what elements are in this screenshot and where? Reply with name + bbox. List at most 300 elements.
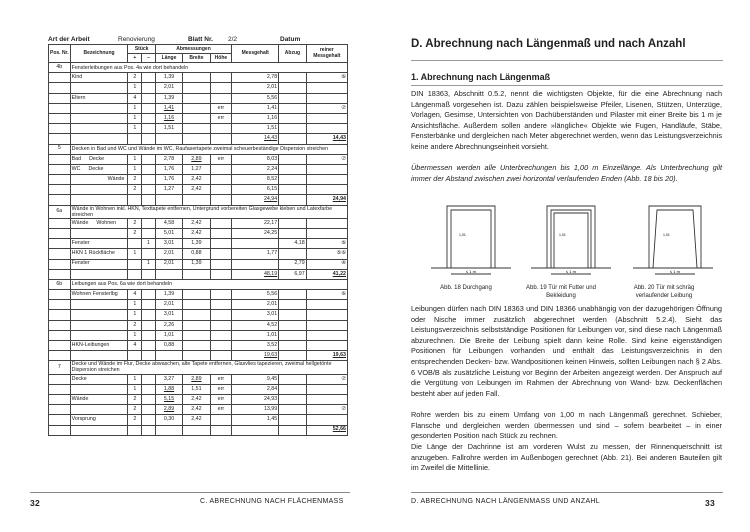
- cell-reiner-messgehalt: [306, 93, 347, 103]
- calculation-table: [48, 44, 348, 436]
- cell-pos: [49, 405, 71, 415]
- cell-laenge: 1,41: [155, 103, 182, 113]
- cell-hoehe: [210, 73, 232, 83]
- cell-minus: [142, 300, 156, 310]
- cell-hoehe: [210, 185, 232, 195]
- cell-minus: [142, 124, 156, 134]
- col-stueck: Stück: [128, 45, 155, 54]
- cell-breite: 2,42: [183, 415, 210, 425]
- cell-laenge: 1,16: [155, 113, 182, 123]
- cell-bez-main: Fenster: [71, 240, 90, 247]
- cell-description: Decken in Bad und WC und Wände im WC, Raufasertapete zweimal scheuerbeständige Dispersion streichen: [70, 144, 347, 154]
- cell-messgehalt: 2,24: [232, 164, 279, 174]
- cell-messgehalt: 3,01: [232, 310, 279, 320]
- cell-plus: 4: [128, 93, 142, 103]
- cell-reiner-messgehalt: [306, 113, 347, 123]
- cell-laenge: 3,27: [155, 374, 182, 384]
- footer-rule-right: [411, 492, 723, 493]
- cell-abzug: [279, 175, 306, 185]
- cell-pos: [49, 239, 71, 249]
- cell-breite: 2,89: [183, 374, 210, 384]
- cell-abzug: 6,97: [279, 269, 306, 279]
- figure-19-drawing: [531, 206, 611, 274]
- cell-pos: [49, 351, 71, 361]
- cell-reiner-messgehalt: ⑦: [306, 405, 347, 415]
- col-rein: reiner Messgehalt: [306, 45, 347, 63]
- cell-minus: [142, 310, 156, 320]
- col-plus: +: [128, 54, 142, 63]
- cell-hoehe: [210, 124, 232, 134]
- cell-messgehalt: 2,01: [232, 83, 279, 93]
- cell-description: Fensterleibungen aus Pos. 4a wie dort behandeln: [70, 63, 347, 73]
- cell-hoehe: [210, 164, 232, 174]
- cell-minus: 1: [142, 239, 156, 249]
- section-title: D. Abrechnung nach Längenmaß und nach Anzahl: [411, 38, 686, 50]
- cell-minus: [142, 154, 156, 164]
- cell-pos: 7: [49, 361, 71, 374]
- table-row: [49, 195, 348, 205]
- cell-hoehe: [210, 415, 232, 425]
- cell-minus: [142, 228, 156, 238]
- cell-breite: [183, 300, 210, 310]
- datum-label: Datum: [280, 36, 301, 43]
- cell-pos: [49, 425, 71, 435]
- cell-minus: [142, 195, 156, 205]
- cell-breite: [183, 124, 210, 134]
- cell-plus: 1: [128, 374, 142, 384]
- cell-abzug: [279, 113, 306, 123]
- cell-bezeichnung: [70, 134, 128, 144]
- cell-abzug: [279, 425, 306, 435]
- cell-pos: [49, 103, 71, 113]
- cell-messgehalt: 2,84: [232, 384, 279, 394]
- cell-reiner-messgehalt: [306, 310, 347, 320]
- cell-bez-sub: Wohnen: [96, 219, 117, 226]
- cell-minus: [142, 83, 156, 93]
- cell-laenge: [155, 351, 182, 361]
- table-row: [49, 361, 348, 374]
- title-rule: [411, 60, 723, 61]
- cell-minus: [142, 103, 156, 113]
- cell-reiner-messgehalt: ④: [306, 259, 347, 269]
- cell-bezeichnung: [70, 415, 128, 425]
- cell-bez-sub: Wände: [107, 176, 125, 182]
- cell-minus: [142, 93, 156, 103]
- cell-hoehe: [210, 195, 232, 205]
- cell-plus: [128, 134, 142, 144]
- cell-pos: [49, 320, 71, 330]
- cell-abzug: [279, 134, 306, 144]
- cell-plus: 4: [128, 290, 142, 300]
- cell-breite: 1,39: [183, 259, 210, 269]
- cell-pos: [49, 124, 71, 134]
- cell-bezeichnung: [70, 425, 128, 435]
- cell-abzug: [279, 103, 306, 113]
- figure-20-drawing: [633, 206, 713, 274]
- cell-breite: 2,89: [183, 154, 210, 164]
- cell-plus: [128, 351, 142, 361]
- cell-plus: 4: [128, 341, 142, 351]
- table-row: [49, 239, 348, 249]
- cell-breite: 2,42: [183, 228, 210, 238]
- cell-description: Leibungen aus Pos. 6a wie dort behandeln: [70, 279, 347, 289]
- cell-bez-main: Decke: [71, 375, 87, 382]
- cell-laenge: 5,01: [155, 228, 182, 238]
- cell-bezeichnung: [70, 351, 128, 361]
- cell-laenge: 1,76: [155, 175, 182, 185]
- table-row: [49, 113, 348, 123]
- cell-pos: [49, 175, 71, 185]
- table-row: [49, 269, 348, 279]
- cell-breite: [183, 73, 210, 83]
- cell-pos: [49, 218, 71, 228]
- cell-plus: 1: [128, 300, 142, 310]
- fig19-small: 1,01: [559, 233, 566, 237]
- cell-laenge: 1,76: [155, 164, 182, 174]
- cell-reiner-messgehalt: [306, 320, 347, 330]
- cell-pos: [49, 415, 71, 425]
- cell-reiner-messgehalt: [306, 341, 347, 351]
- cell-bez-main: Eltern: [71, 94, 86, 101]
- cell-bezeichnung: [70, 341, 128, 351]
- subsection-title: 1. Abrechnung nach Längenmaß: [411, 72, 551, 82]
- col-minus: –: [142, 54, 156, 63]
- cell-reiner-messgehalt: [306, 124, 347, 134]
- cell-laenge: 2,01: [155, 83, 182, 93]
- cell-messgehalt: 1,51: [232, 124, 279, 134]
- cell-messgehalt: 8,03: [232, 154, 279, 164]
- cell-messgehalt: [232, 239, 279, 249]
- cell-minus: [142, 73, 156, 83]
- cell-pos: [49, 341, 71, 351]
- cell-pos: 6a: [49, 205, 71, 218]
- col-mess: Messgehalt: [232, 45, 279, 63]
- cell-bez-main: WC: [71, 165, 81, 172]
- cell-bezeichnung: [70, 93, 128, 103]
- cell-breite: [183, 134, 210, 144]
- fig18-caption: Abb. 18 Durchgang: [440, 285, 492, 291]
- cell-breite: [183, 320, 210, 330]
- cell-bez-sub: Decke: [88, 165, 104, 172]
- cell-abzug: [279, 73, 306, 83]
- cell-hoehe: [210, 93, 232, 103]
- table-row: [49, 425, 348, 435]
- cell-messgehalt: 24,25: [232, 228, 279, 238]
- table-row: [49, 300, 348, 310]
- cell-breite: [183, 269, 210, 279]
- cell-bezeichnung: [70, 185, 128, 195]
- col-pos: Pos. Nr.: [49, 45, 71, 63]
- table-row: [49, 175, 348, 185]
- cell-hoehe: err: [210, 113, 232, 123]
- cell-abzug: 2,79: [279, 259, 306, 269]
- cell-messgehalt: 6,15: [232, 185, 279, 195]
- cell-laenge: 2,78: [155, 154, 182, 164]
- cell-abzug: [279, 185, 306, 195]
- cell-bezeichnung: [70, 290, 128, 300]
- cell-pos: [49, 384, 71, 394]
- cell-hoehe: [210, 83, 232, 93]
- cell-laenge: 2,26: [155, 320, 182, 330]
- footer-rule: [30, 492, 350, 493]
- cell-bezeichnung: [70, 83, 128, 93]
- cell-plus: 2: [128, 185, 142, 195]
- cell-reiner-messgehalt: [306, 228, 347, 238]
- running-title-right: D. ABRECHNUNG NACH LÄNGENMASS UND ANZAHL: [411, 498, 600, 505]
- cell-reiner-messgehalt: [306, 384, 347, 394]
- cell-messgehalt: 1,41: [232, 103, 279, 113]
- cell-messgehalt: 5,56: [232, 290, 279, 300]
- cell-hoehe: [210, 310, 232, 320]
- cell-bezeichnung: [70, 103, 128, 113]
- cell-minus: [142, 384, 156, 394]
- table-row: [49, 405, 348, 415]
- cell-laenge: 1,39: [155, 73, 182, 83]
- cell-plus: 1: [128, 164, 142, 174]
- cell-reiner-messgehalt: [306, 218, 347, 228]
- cell-breite: [183, 341, 210, 351]
- cell-laenge: 5,15: [155, 394, 182, 404]
- cell-laenge: 2,89: [155, 405, 182, 415]
- cell-laenge: [155, 134, 182, 144]
- cell-breite: 2,42: [183, 185, 210, 195]
- cell-plus: [128, 195, 142, 205]
- table-body: [49, 63, 348, 436]
- cell-laenge: 3,01: [155, 239, 182, 249]
- cell-pos: 4b: [49, 63, 71, 73]
- cell-bezeichnung: [70, 259, 128, 269]
- page-number-left: 32: [30, 498, 41, 508]
- cell-minus: [142, 425, 156, 435]
- cell-breite: [183, 425, 210, 435]
- cell-bezeichnung: [70, 195, 128, 205]
- paragraph-5: Die Länge der Dachrinne ist am vorderen Wulst zu messen, der Rinnenquerschnitt ist anzugeben. Fallrohre werden im Außenbogen gerechnet (Abb. 21). Bei anderen Bauteilen gilt im Zweifel die Mittellinie.: [411, 442, 722, 473]
- cell-minus: [142, 374, 156, 384]
- cell-reiner-messgehalt: ⑦: [306, 374, 347, 384]
- cell-reiner-messgehalt: ⑦: [306, 103, 347, 113]
- cell-reiner-messgehalt: [306, 300, 347, 310]
- cell-laenge: 4,58: [155, 218, 182, 228]
- paragraph-4: Rohre werden bis zu einem Umfang von 1,00 m nach Längenmaß gerechnet. Schieber, Flansche und dergleichen werden übermessen und sind – sofern bearbeitet – in einer gesonderten Position nach Stück zu rechnen.: [411, 410, 722, 441]
- table-row: [49, 154, 348, 164]
- cell-breite: [183, 93, 210, 103]
- cell-plus: 2: [128, 175, 142, 185]
- cell-bezeichnung: [70, 164, 128, 174]
- cell-laenge: 1,39: [155, 290, 182, 300]
- table-row: [49, 164, 348, 174]
- cell-pos: [49, 394, 71, 404]
- cell-reiner-messgehalt: 19,63: [306, 351, 347, 361]
- cell-breite: [183, 103, 210, 113]
- table-row: [49, 63, 348, 73]
- table-row: [49, 279, 348, 289]
- col-bez: Bezeichnung: [70, 45, 128, 63]
- cell-hoehe: err: [210, 394, 232, 404]
- cell-bezeichnung: [70, 249, 128, 259]
- cell-hoehe: err: [210, 103, 232, 113]
- cell-breite: 2,42: [183, 175, 210, 185]
- cell-abzug: [279, 341, 306, 351]
- cell-laenge: 2,01: [155, 259, 182, 269]
- blatt-value: 2/2: [228, 36, 238, 43]
- cell-description: Decke und Wände im Flur, Decke abwaschen, alte Tapete entfernen, Glasvlies tapezieren, zweimal hellgetönte Dispersion streichen: [70, 361, 347, 374]
- cell-abzug: 4,18: [279, 239, 306, 249]
- cell-bezeichnung: [70, 405, 128, 415]
- cell-hoehe: err: [210, 374, 232, 384]
- table-row: [49, 134, 348, 144]
- cell-reiner-messgehalt: 14,43: [306, 134, 347, 144]
- table-row: [49, 384, 348, 394]
- cell-messgehalt: 14,43: [232, 134, 279, 144]
- table-row: [49, 351, 348, 361]
- cell-hoehe: [210, 259, 232, 269]
- cell-hoehe: [210, 134, 232, 144]
- table-row: [49, 228, 348, 238]
- cell-bezeichnung: [70, 239, 128, 249]
- cell-messgehalt: 48,19: [232, 269, 279, 279]
- cell-pos: [49, 374, 71, 384]
- cell-minus: [142, 320, 156, 330]
- table-row: [49, 394, 348, 404]
- cell-messgehalt: 3,52: [232, 341, 279, 351]
- table-row: [49, 218, 348, 228]
- art-label: Art der Arbeit: [48, 36, 90, 43]
- cell-plus: 1: [128, 384, 142, 394]
- cell-breite: 2,42: [183, 405, 210, 415]
- cell-reiner-messgehalt: ⑤⑥: [306, 249, 347, 259]
- col-breite: Breite: [183, 54, 210, 63]
- cell-hoehe: [210, 218, 232, 228]
- cell-plus: 1: [128, 154, 142, 164]
- cell-breite: [183, 290, 210, 300]
- cell-description: Wände in Wohnen inkl. HKN, Texttapete entfernen, Untergrund vorbereiten Glasgewebe kleben und Latexfarbe streichen: [70, 205, 347, 218]
- cell-plus: 1: [128, 124, 142, 134]
- table-row: [49, 73, 348, 83]
- right-page: [375, 0, 750, 532]
- cell-abzug: [279, 394, 306, 404]
- cell-minus: [142, 134, 156, 144]
- blatt-label: Blatt Nr.: [188, 36, 213, 43]
- cell-hoehe: [210, 320, 232, 330]
- cell-minus: [142, 269, 156, 279]
- cell-pos: 6b: [49, 279, 71, 289]
- cell-abzug: [279, 164, 306, 174]
- cell-messgehalt: [232, 425, 279, 435]
- cell-bezeichnung: [70, 384, 128, 394]
- cell-pos: [49, 195, 71, 205]
- cell-abzug: [279, 249, 306, 259]
- cell-bezeichnung: [70, 300, 128, 310]
- cell-plus: 2: [128, 73, 142, 83]
- cell-abzug: [279, 374, 306, 384]
- cell-abzug: [279, 384, 306, 394]
- cell-bezeichnung: [70, 320, 128, 330]
- cell-messgehalt: 8,52: [232, 175, 279, 185]
- cell-bez-main: Bad: [71, 155, 82, 162]
- cell-laenge: 0,88: [155, 341, 182, 351]
- cell-minus: [142, 290, 156, 300]
- cell-breite: 1,39: [183, 239, 210, 249]
- cell-plus: 1: [128, 113, 142, 123]
- cell-plus: 1: [128, 103, 142, 113]
- cell-messgehalt: 1,16: [232, 113, 279, 123]
- table-row: [49, 93, 348, 103]
- cell-plus: 1: [128, 310, 142, 320]
- cell-bez-main: Wohnen Fensterlbg: [71, 291, 118, 298]
- cell-messgehalt: 1,45: [232, 415, 279, 425]
- cell-breite: 1,27: [183, 164, 210, 174]
- cell-plus: 2: [128, 394, 142, 404]
- cell-bezeichnung: [70, 73, 128, 83]
- cell-pos: [49, 269, 71, 279]
- cell-plus: [128, 239, 142, 249]
- cell-hoehe: [210, 300, 232, 310]
- page-number-right: 33: [705, 498, 716, 508]
- cell-laenge: 1,39: [155, 93, 182, 103]
- cell-laenge: 0,30: [155, 415, 182, 425]
- cell-messgehalt: 5,56: [232, 93, 279, 103]
- cell-reiner-messgehalt: ⑦: [306, 154, 347, 164]
- cell-abzug: [279, 330, 306, 340]
- cell-laenge: [155, 195, 182, 205]
- cell-reiner-messgehalt: [306, 175, 347, 185]
- cell-breite: 2,42: [183, 218, 210, 228]
- cell-breite: [183, 310, 210, 320]
- cell-bezeichnung: [70, 154, 128, 164]
- cell-minus: [142, 394, 156, 404]
- cell-messgehalt: 13,99: [232, 405, 279, 415]
- cell-pos: [49, 228, 71, 238]
- fig18-small: 1,01: [459, 233, 466, 237]
- cell-plus: 2: [128, 218, 142, 228]
- fig20-dim: ≤ 1 m: [670, 269, 680, 274]
- cell-laenge: 1,51: [155, 124, 182, 134]
- cell-hoehe: err: [210, 154, 232, 164]
- fig18-dim: ≤ 1 m: [466, 269, 476, 274]
- cell-reiner-messgehalt: [306, 415, 347, 425]
- cell-hoehe: err: [210, 405, 232, 415]
- table-row: [49, 330, 348, 340]
- cell-hoehe: [210, 330, 232, 340]
- cell-reiner-messgehalt: [306, 394, 347, 404]
- cell-messgehalt: 9,45: [232, 374, 279, 384]
- cell-messgehalt: 1,77: [232, 249, 279, 259]
- cell-messgehalt: 2,01: [232, 300, 279, 310]
- cell-breite: [183, 83, 210, 93]
- cell-reiner-messgehalt: 52,66: [306, 425, 347, 435]
- cell-reiner-messgehalt: 24,94: [306, 195, 347, 205]
- cell-pos: [49, 164, 71, 174]
- cell-reiner-messgehalt: [306, 185, 347, 195]
- cell-hoehe: [210, 249, 232, 259]
- table-row: [49, 205, 348, 218]
- cell-pos: [49, 134, 71, 144]
- cell-minus: [142, 330, 156, 340]
- table-row: [49, 415, 348, 425]
- cell-abzug: [279, 300, 306, 310]
- col-laenge: Länge: [155, 54, 182, 63]
- cell-abzug: [279, 228, 306, 238]
- cell-hoehe: [210, 269, 232, 279]
- cell-plus: 1: [128, 330, 142, 340]
- table-row: [49, 259, 348, 269]
- cell-hoehe: [210, 290, 232, 300]
- cell-abzug: [279, 415, 306, 425]
- cell-hoehe: [210, 228, 232, 238]
- table-row: [49, 341, 348, 351]
- table-row: [49, 185, 348, 195]
- cell-reiner-messgehalt: [306, 164, 347, 174]
